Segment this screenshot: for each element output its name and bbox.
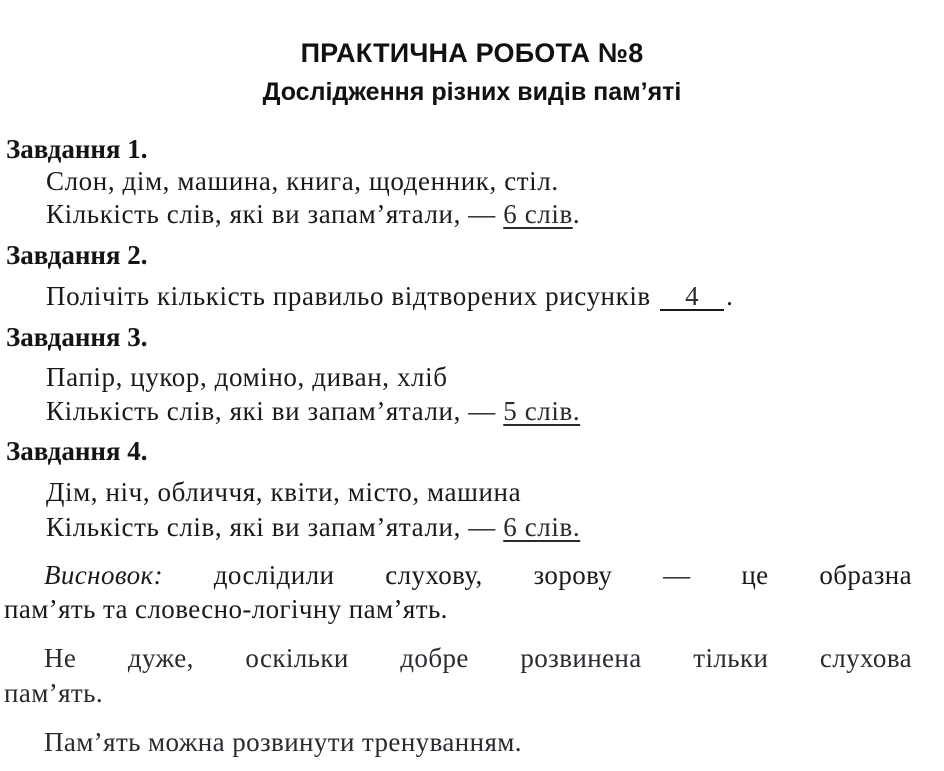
task-3-result — [46, 396, 580, 427]
task-4-result-label: Кількість слів, які ви запам’ятали, — — [46, 512, 504, 542]
task-2-result-suffix: . — [726, 281, 734, 311]
answer-line-3 — [44, 725, 912, 759]
conclusion-text-1: дослідили слухову, зорову — це образна — [162, 560, 912, 590]
task-2-answer: 4 — [660, 283, 724, 311]
task-4-heading: Завдання 4. — [6, 436, 148, 466]
answer-line-1 — [44, 641, 912, 675]
task-3-answer: 5 слів. — [503, 396, 581, 426]
task-4-answer: 6 слів. — [503, 512, 581, 542]
answer-text-3: Пам’ять можна розвинути тренуванням. — [44, 727, 522, 757]
task-3-heading: Завдання 3. — [6, 322, 148, 352]
conclusion-label: Висновок: — [44, 560, 163, 590]
task-3-words: Папір, цукор, доміно, диван, хліб — [46, 362, 448, 392]
answer-line-2 — [4, 676, 912, 710]
page-title: ПРАКТИЧНА РОБОТА №8 — [300, 38, 644, 68]
task-1-result-suffix: . — [572, 199, 581, 229]
task-3-result-label: Кількість слів, які ви запам’ятали, — — [46, 396, 504, 426]
task-2-result-label: Полічіть кількість правильо відтворених рисунків — [46, 281, 659, 311]
page-subtitle: Дослідження різних видів пам’яті — [262, 78, 682, 106]
task-1-result — [46, 199, 580, 230]
task-1-result-label: Кількість слів, які ви запам’ятали, — — [46, 199, 504, 229]
conclusion-line-1 — [44, 558, 912, 592]
task-1-heading: Завдання 1. — [6, 134, 148, 164]
conclusion-text-2: пам’ять та словесно-логічну пам’ять. — [4, 594, 448, 624]
answer-text-1: Не дуже, оскільки добре розвинена тільки слухова — [44, 643, 912, 673]
task-4-words: Дім, ніч, обличчя, квіти, місто, машина — [46, 477, 522, 507]
conclusion-line-2 — [4, 592, 912, 626]
task-1-words: Слон, дім, машина, книга, щоденник, стіл. — [46, 166, 559, 196]
task-2-result — [46, 281, 734, 312]
task-1-answer: 6 слів — [503, 199, 573, 229]
answer-text-2: пам’ять. — [4, 678, 103, 708]
task-2-heading: Завдання 2. — [6, 240, 148, 270]
task-4-result — [46, 512, 580, 543]
